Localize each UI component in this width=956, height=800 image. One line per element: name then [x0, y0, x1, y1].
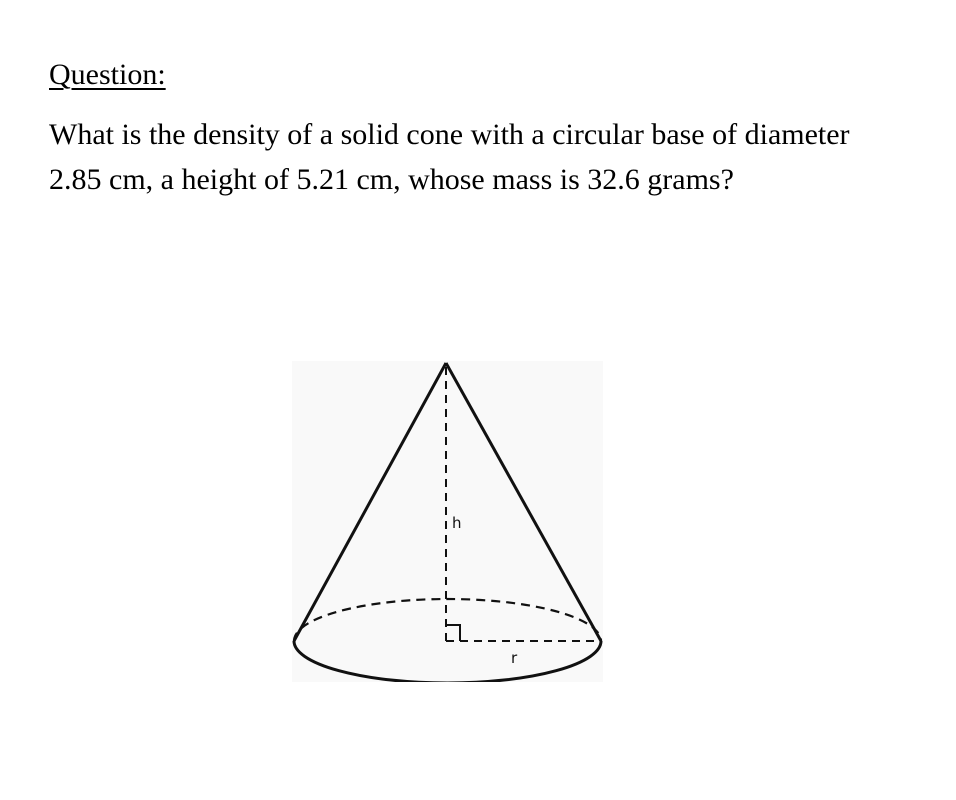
cone-diagram — [292, 361, 603, 682]
height-label: h — [452, 514, 462, 532]
question-text: What is the density of a solid cone with a circular base of diameter 2.85 cm, a height of 5.21 cm, whose mass is 32.6 grams? — [49, 118, 850, 196]
right-angle-marker — [446, 625, 460, 641]
radius-label: r — [511, 649, 518, 667]
cone-base-back — [294, 599, 601, 641]
cone-base-front — [294, 641, 601, 682]
cone-diagram-svg — [292, 361, 603, 682]
question-heading: Question: — [49, 58, 166, 91]
